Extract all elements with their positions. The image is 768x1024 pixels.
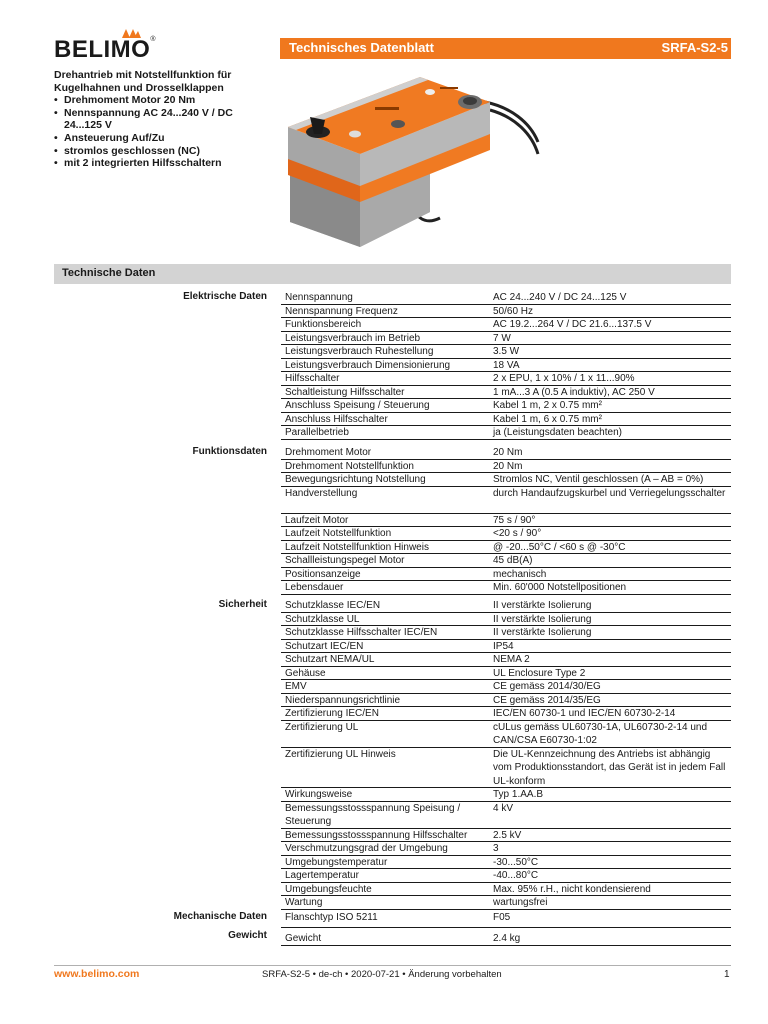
row-key: Schutzklasse IEC/EN (285, 600, 381, 611)
feature-item: • Ansteuerung Auf/Zu (54, 132, 264, 145)
row-key: Leistungsverbrauch Ruhestellung (285, 346, 434, 357)
row-value: 75 s / 90° (493, 514, 536, 526)
row-key: Leistungsverbrauch Dimensionierung (285, 359, 451, 371)
row-key: Hilfsschalter (285, 373, 340, 384)
row-value: mechanisch (493, 568, 547, 580)
row-key: Schutzart IEC/EN (285, 640, 364, 652)
section-title: Technische Daten (62, 267, 156, 279)
row-value: Max. 95% r.H., nicht kondensierend (493, 883, 651, 895)
page-number: 1 (724, 969, 730, 980)
row-key: Zertifizierung UL (285, 721, 359, 733)
row-value: -40...80°C (493, 870, 539, 881)
row-key: Niederspannungsrichtlinie (285, 694, 401, 706)
table-row (281, 514, 731, 528)
table-row (281, 842, 731, 856)
row-key: Laufzeit Notstellfunktion (285, 528, 392, 539)
table-row (281, 568, 731, 582)
row-value: wartungsfrei (493, 897, 548, 908)
row-key: Gewicht (285, 933, 322, 944)
row-value: CE gemäss 2014/30/EG (493, 681, 601, 692)
row-key: Schutzklasse Hilfsschalter IEC/EN (285, 627, 438, 638)
table-row (281, 869, 731, 883)
table-row (281, 694, 731, 708)
row-key: Drehmoment Motor (285, 447, 372, 458)
row-value: 2 x EPU, 1 x 10% / 1 x 11...90% (493, 373, 635, 384)
row-value: II verstärkte Isolierung (493, 627, 592, 638)
title-bar (280, 38, 731, 59)
row-value: 3 (493, 843, 499, 854)
row-key: Nennspannung (285, 292, 353, 303)
row-value: Typ 1.AA.B (493, 789, 544, 800)
feature-item: • Nennspannung AC 24...240 V / DC 24...125 V (54, 107, 264, 132)
table-row (281, 413, 731, 427)
row-value: UL Enclosure Type 2 (493, 667, 586, 679)
row-key: Verschmutzungsgrad der Umgebung (285, 843, 448, 854)
table-row (281, 386, 731, 400)
row-value: cULus gemäss UL60730-1A, UL60730-2-14 und CAN/CSA E60730-1:02 (493, 721, 708, 746)
group-label: Elektrische Daten (183, 291, 267, 302)
actuator-product-image (280, 62, 540, 252)
row-key: Laufzeit Notstellfunktion Hinweis (285, 541, 429, 553)
table-row (281, 460, 731, 474)
table-row (281, 473, 731, 487)
row-key: Schutzart NEMA/UL (285, 654, 375, 665)
row-key: Handverstellung (285, 487, 358, 499)
row-value: 18 VA (493, 359, 520, 371)
table-row (281, 332, 731, 346)
row-key: Nennspannung Frequenz (285, 305, 398, 317)
row-key: Anschluss Speisung / Steuerung (285, 400, 430, 411)
table-row (281, 856, 731, 870)
row-value: II verstärkte Isolierung (493, 600, 592, 611)
table-row (281, 581, 731, 595)
model-name: SRFA-S2-5 (661, 40, 728, 55)
table-row (281, 667, 731, 681)
group-label: Sicherheit (218, 599, 267, 610)
row-key: Wirkungsweise (285, 789, 353, 800)
table-row (281, 527, 731, 541)
row-key: Anschluss Hilfsschalter (285, 413, 388, 425)
row-value: 2.5 kV (493, 829, 522, 841)
row-key: Wartung (285, 897, 323, 908)
belimo-logo (54, 27, 154, 67)
group-label: Gewicht (228, 930, 267, 941)
row-value: <20 s / 90° (493, 528, 542, 539)
row-key: Leistungsverbrauch im Betrieb (285, 332, 421, 344)
row-value: 2.4 kg (493, 933, 521, 944)
table-row (281, 305, 731, 319)
table-row (281, 359, 731, 373)
row-value: 1 mA...3 A (0.5 A induktiv), AC 250 V (493, 386, 655, 398)
row-key: Laufzeit Motor (285, 514, 349, 526)
group-rows (281, 291, 731, 440)
row-key: Schaltleistung Hilfsschalter (285, 386, 405, 398)
row-value: II verstärkte Isolierung (493, 613, 592, 625)
row-key: Positionsanzeige (285, 568, 361, 580)
row-value: 3.5 W (493, 346, 520, 357)
row-value: @ -20...50°C / <60 s @ -30°C (493, 541, 626, 553)
table-row (281, 446, 731, 460)
table-row (281, 883, 731, 897)
row-key: Drehmoment Notstellfunktion (285, 460, 414, 472)
feature-list (54, 94, 264, 170)
table-row (281, 599, 731, 613)
table-row (281, 372, 731, 386)
row-key: Umgebungsfeuchte (285, 883, 372, 895)
row-value: Die UL-Kennzeichnung des Antriebs ist abhängig vom Produktionsstandort, das Gerät ist in jedem Fall UL-konform (493, 748, 726, 787)
row-value: durch Handaufzugskurbel und Verriegelungsschalter (493, 487, 726, 499)
row-value: 50/60 Hz (493, 305, 534, 317)
product-heading: Drehantrieb mit Notstellfunktion für Kugelhahnen und Drosselklappen (54, 69, 232, 94)
table-row (281, 653, 731, 667)
feature-item: • mit 2 integrierten Hilfsschaltern (54, 157, 264, 170)
row-value: Kabel 1 m, 6 x 0.75 mm² (493, 413, 602, 425)
feature-item: • Drehmoment Motor 20 Nm (54, 94, 264, 107)
row-value: F05 (493, 912, 511, 923)
row-value: 45 dB(A) (493, 555, 533, 566)
row-key: Flanschtyp ISO 5211 (285, 912, 378, 923)
row-key: Bemessungsstossspannung Hilfsschalter (285, 829, 468, 841)
row-key: Parallelbetrieb (285, 427, 349, 438)
group-rows (281, 446, 731, 595)
row-value: NEMA 2 (493, 654, 530, 665)
table-row (281, 318, 731, 332)
row-key: Schutzklasse UL (285, 613, 360, 625)
table-row (281, 613, 731, 627)
row-value: 7 W (493, 332, 511, 344)
table-row (281, 640, 731, 654)
row-value: 4 kV (493, 802, 514, 814)
footer-document-info: SRFA-S2-5 • de-ch • 2020-07-21 • Änderung vorbehalten (262, 969, 502, 980)
row-key: Zertifizierung IEC/EN (285, 708, 379, 719)
table-row (281, 707, 731, 721)
row-key: Lebensdauer (285, 582, 344, 593)
row-value: 20 Nm (493, 460, 523, 472)
table-row (281, 788, 731, 802)
table-row (281, 829, 731, 843)
row-value: ja (Leistungsdaten beachten) (493, 427, 622, 438)
row-value: CE gemäss 2014/35/EG (493, 694, 601, 706)
row-key: Bewegungsrichtung Notstellung (285, 474, 426, 485)
row-key: Schallleistungspegel Motor (285, 555, 405, 566)
group-rows (281, 599, 731, 910)
table-row (281, 748, 731, 789)
table-row (281, 721, 731, 748)
table-row (281, 680, 731, 694)
table-row (281, 541, 731, 555)
row-value: AC 19.2...264 V / DC 21.6...137.5 V (493, 319, 652, 330)
table-row (281, 291, 731, 305)
row-value: -30...50°C (493, 856, 539, 868)
row-key: Funktionsbereich (285, 319, 362, 330)
row-value: IEC/EN 60730-1 und IEC/EN 60730-2-14 (493, 708, 676, 719)
table-row (281, 802, 731, 829)
row-key: Gehäuse (285, 667, 326, 679)
row-value: AC 24...240 V / DC 24...125 V (493, 292, 627, 303)
group-rows (281, 911, 731, 928)
group-label: Funktionsdaten (192, 446, 267, 457)
table-row (281, 554, 731, 568)
table-row (281, 911, 731, 928)
row-value: IP54 (493, 640, 514, 652)
table-row (281, 930, 731, 946)
section-header-technical-data (54, 264, 731, 284)
row-value: Kabel 1 m, 2 x 0.75 mm² (493, 400, 602, 411)
group-rows (281, 930, 731, 946)
table-row (281, 626, 731, 640)
logo-text: BELIMO® (54, 36, 156, 63)
table-row (281, 345, 731, 359)
row-key: EMV (285, 681, 307, 692)
row-key: Umgebungstemperatur (285, 856, 388, 868)
website-link[interactable]: www.belimo.com (54, 968, 140, 980)
table-row (281, 426, 731, 440)
row-value: 20 Nm (493, 447, 523, 458)
group-label: Mechanische Daten (173, 911, 267, 922)
table-row (281, 487, 731, 514)
row-key: Bemessungsstossspannung Speisung / Steuerung (285, 802, 461, 827)
product-description (54, 69, 264, 170)
table-row (281, 399, 731, 413)
footer-divider (54, 965, 731, 966)
table-row (281, 896, 731, 910)
row-value: Stromlos NC, Ventil geschlossen (A – AB = 0%) (493, 474, 704, 485)
row-key: Lagertemperatur (285, 870, 359, 881)
feature-item: • stromlos geschlossen (NC) (54, 145, 264, 158)
row-value: Min. 60'000 Notstellpositionen (493, 582, 627, 593)
document-title: Technisches Datenblatt (289, 40, 434, 55)
row-key: Zertifizierung UL Hinweis (285, 748, 396, 760)
